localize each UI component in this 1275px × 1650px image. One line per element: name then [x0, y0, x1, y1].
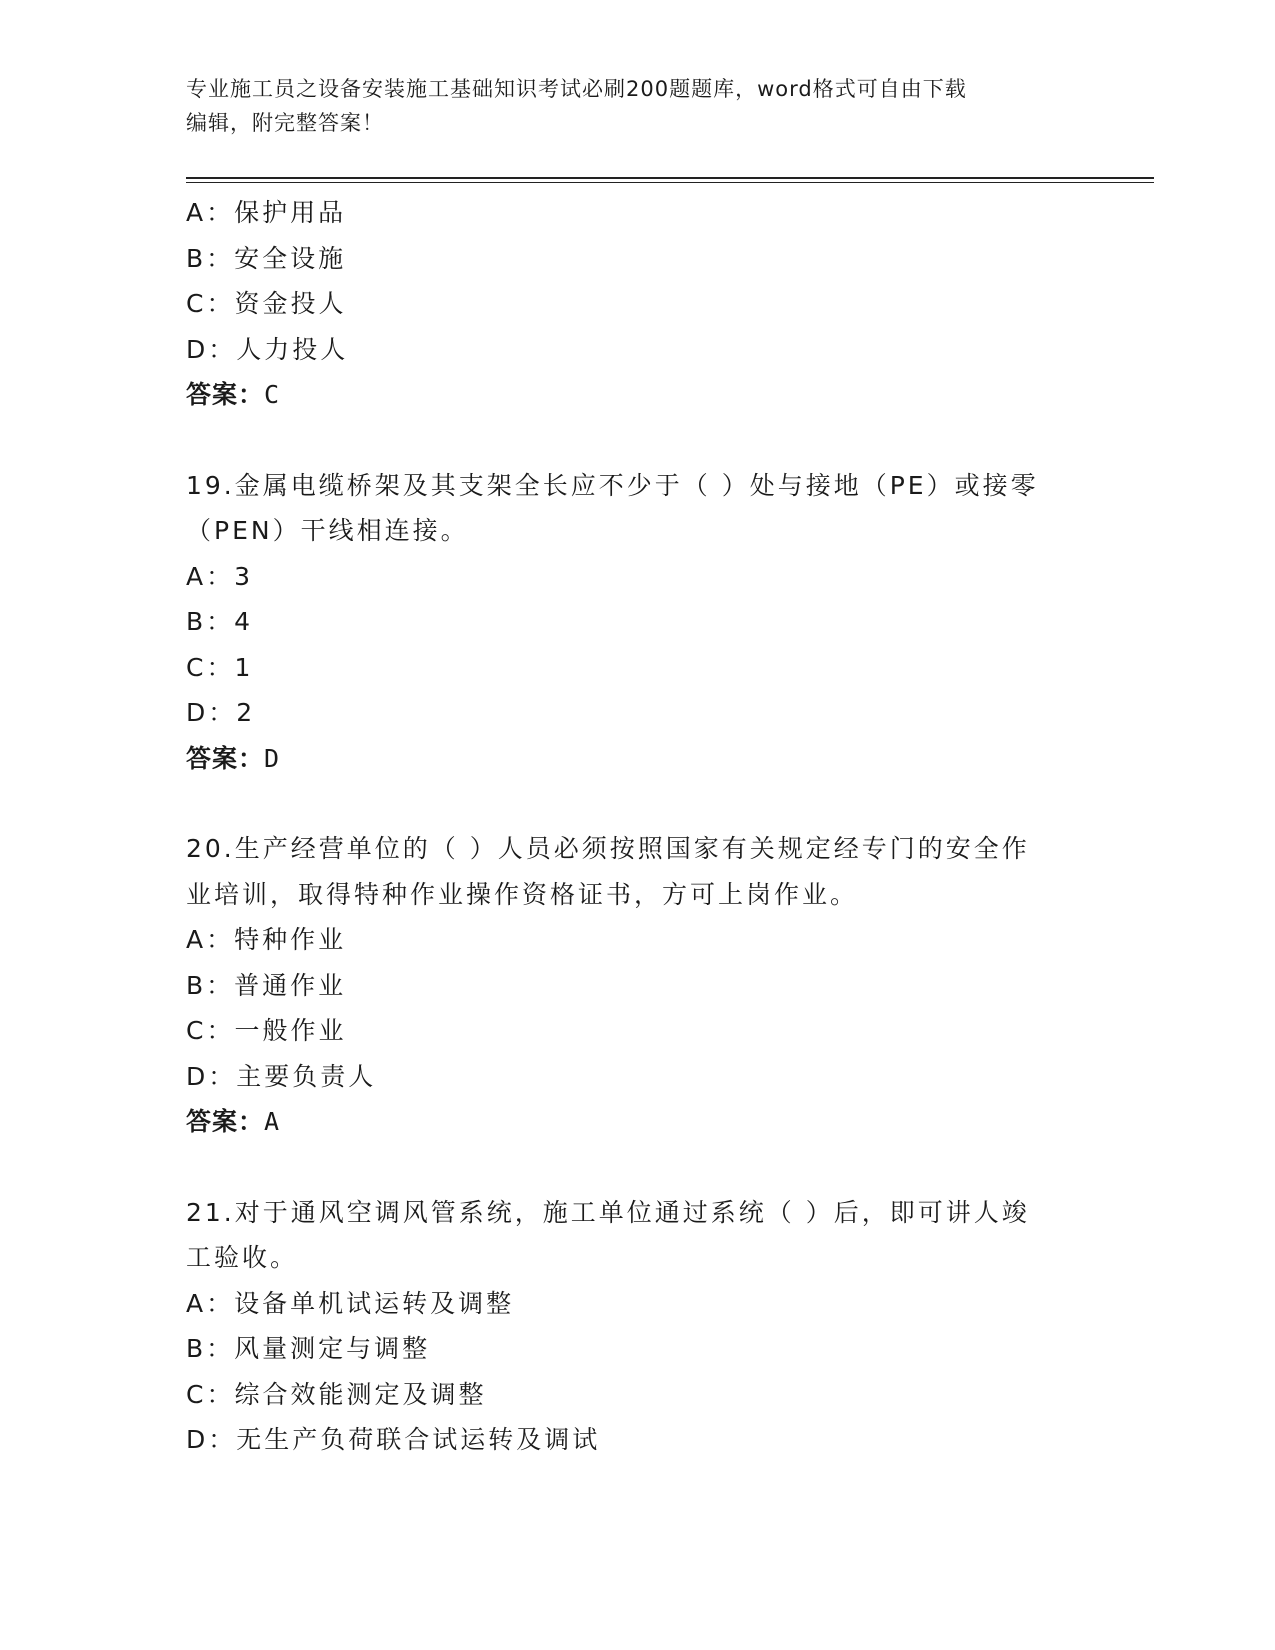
question-text-line-2: （PEN）干线相连接。: [186, 516, 469, 545]
answer-label: 答案：: [186, 1107, 265, 1136]
option-b: B：安全设施: [186, 243, 347, 273]
document-header: [186, 72, 1086, 140]
option-a: A：保护用品: [186, 198, 347, 227]
header-divider-thick: [186, 177, 1154, 179]
question-block-21: [186, 1190, 1086, 1463]
option-a: A：设备单机试运转及调整: [186, 1288, 515, 1318]
option-b: B：风量测定与调整: [186, 1334, 431, 1363]
answer-line: [186, 736, 1086, 782]
option-d: D：2: [186, 698, 256, 727]
option-d: D：人力投人: [186, 334, 349, 364]
answer-label: 答案：: [186, 380, 265, 409]
question-text-line-1: 20.生产经营单位的（ ）人员必须按照国家有关规定经专门的安全作: [186, 834, 1030, 863]
question-text-line-2: 业培训，取得特种作业操作资格证书，方可上岗作业。: [186, 879, 859, 909]
option-d: D：主要负责人: [186, 1061, 377, 1091]
question-text-line-1: 21.对于通风空调风管系统，施工单位通过系统（ ）后，即可讲人竣: [186, 1197, 1030, 1227]
question-block-19: [186, 463, 1086, 782]
option-c: C：资金投人: [186, 289, 347, 318]
option-c: C：一般作业: [186, 1016, 347, 1045]
header-divider-thin: [186, 182, 1154, 183]
answer-line: [186, 1099, 1086, 1145]
option-c: C：1: [186, 652, 254, 682]
question-block-20: [186, 826, 1086, 1145]
header-line-2: 编辑，附完整答案！: [186, 111, 384, 135]
option-c: C：综合效能测定及调整: [186, 1379, 487, 1409]
header-line-1: 专业施工员之设备安装施工基础知识考试必刷200题题库，word格式可自由下载: [186, 77, 967, 101]
option-d: D：无生产负荷联合试运转及调试: [186, 1425, 601, 1454]
answer-label: 答案：: [186, 743, 265, 773]
option-a: A：3: [186, 561, 254, 591]
question-text-line-1: 19.金属电缆桥架及其支架全长应不少于（ ）处与接地（PE）或接零: [186, 470, 1039, 500]
option-a: A：特种作业: [186, 925, 347, 954]
question-text-line-2: 工验收。: [186, 1243, 299, 1272]
answer-value: C: [264, 380, 281, 409]
option-b: B：4: [186, 607, 254, 636]
answer-line: [186, 372, 1086, 418]
answer-value: D: [264, 743, 281, 773]
question-list: [186, 190, 1086, 1463]
answer-value: A: [264, 1107, 281, 1136]
question-block-18: [186, 190, 1086, 418]
option-b: B：普通作业: [186, 970, 347, 1000]
